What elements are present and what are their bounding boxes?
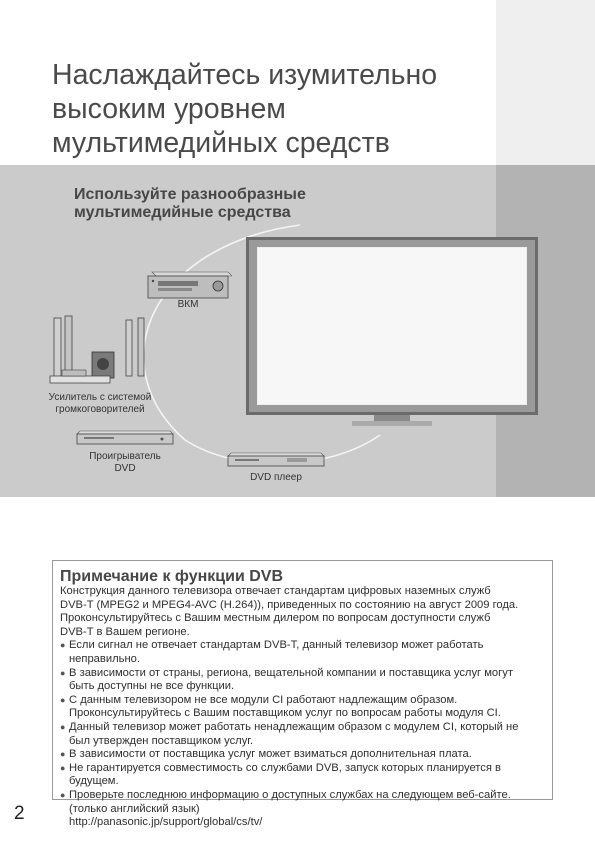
page-title-line: высоким уровнем [52, 93, 286, 125]
note-bullet [60, 639, 550, 666]
page-title-line: мультимедийных средств [52, 127, 390, 159]
page-title [52, 58, 472, 160]
dvb-note-box [52, 560, 553, 829]
note-bullet-line: ● Проверьте последнюю информацию о доступных службах на следующем веб-сайте. [69, 788, 511, 801]
vcr-icon [146, 270, 232, 300]
note-bullet-line: ● В зависимости от поставщика услуг может взиматься дополнительная плата. [69, 748, 472, 761]
amplifier-label [40, 392, 160, 416]
note-intro-line: Проконсультируйтесь с Вашим местным дилером по вопросам доступности служб [60, 612, 491, 625]
section-subtitle-line: Используйте разнообразные [74, 186, 306, 203]
speaker-system-icon [48, 314, 154, 386]
dvd-player-label-line: Проигрыватель [89, 451, 161, 462]
amplifier-label-line: Усилитель с системой [48, 392, 152, 403]
note-intro-line: Конструкция данного телевизора отвечает стандартам цифровых наземных служб [60, 585, 491, 597]
dvd-recorder-icon [227, 452, 325, 468]
dvd-player-label [70, 451, 180, 475]
note-bullet [60, 789, 550, 816]
dvd-player-icon [76, 430, 174, 446]
note-bullet [60, 721, 550, 748]
note-bullet [60, 667, 550, 694]
note-body [60, 585, 550, 830]
note-bullet-line: ● В зависимости от страны, региона, вещательной компании и поставщика услуг могут [69, 666, 513, 679]
support-url-link[interactable]: http://panasonic.jp/support/global/cs/tv/ [69, 816, 263, 829]
amplifier-label-line: громкоговорителей [55, 404, 145, 415]
note-bullet-line: Проконсультируйтесь с Вашим поставщиком услуг по вопросам работы модуля CI. [69, 707, 501, 720]
vcr-label: ВКМ [177, 299, 199, 310]
page-title-line: Наслаждайтесь изумительно [52, 59, 438, 91]
tv-illustration [244, 236, 540, 428]
note-bullet-line: ● С данным телевизором не все модули CI работают надлежащим образом. [69, 693, 458, 706]
note-bullet-line: ● Если сигнал не отвечает стандартам DVB-T, данный телевизор может работать неправильно. [69, 639, 484, 665]
note-bullet-line: (только английский язык) [69, 802, 200, 815]
section-subtitle-line: мультимедийные средства [74, 204, 291, 221]
note-bullet-line: был утвержден поставщиком услуг. [69, 734, 254, 747]
dvd-recorder-label: DVD плеер [250, 472, 302, 483]
page-number: 2 [14, 803, 25, 824]
note-bullet [60, 694, 550, 721]
note-title: Примечание к функции DVB [60, 568, 284, 585]
note-bullet-line: ● Данный телевизор может работать ненадлежащим образом с модулем CI, который не [69, 720, 519, 733]
note-bullet-line: быть доступны не все функции. [69, 680, 235, 693]
note-bullet [60, 762, 550, 789]
note-bullet [60, 748, 550, 762]
dvd-player-label-line: DVD [114, 463, 136, 474]
note-intro-line: DVB-T (MPEG2 и MPEG4-AVC (H.264)), приведенных по состоянию на август 2009 года. [60, 598, 519, 611]
note-intro-line: DVB-T в Вашем регионе. [60, 625, 190, 638]
note-bullet-line: ● Не гарантируется совместимость со службами DVB, запуск которых планируется в будущем. [69, 761, 501, 788]
